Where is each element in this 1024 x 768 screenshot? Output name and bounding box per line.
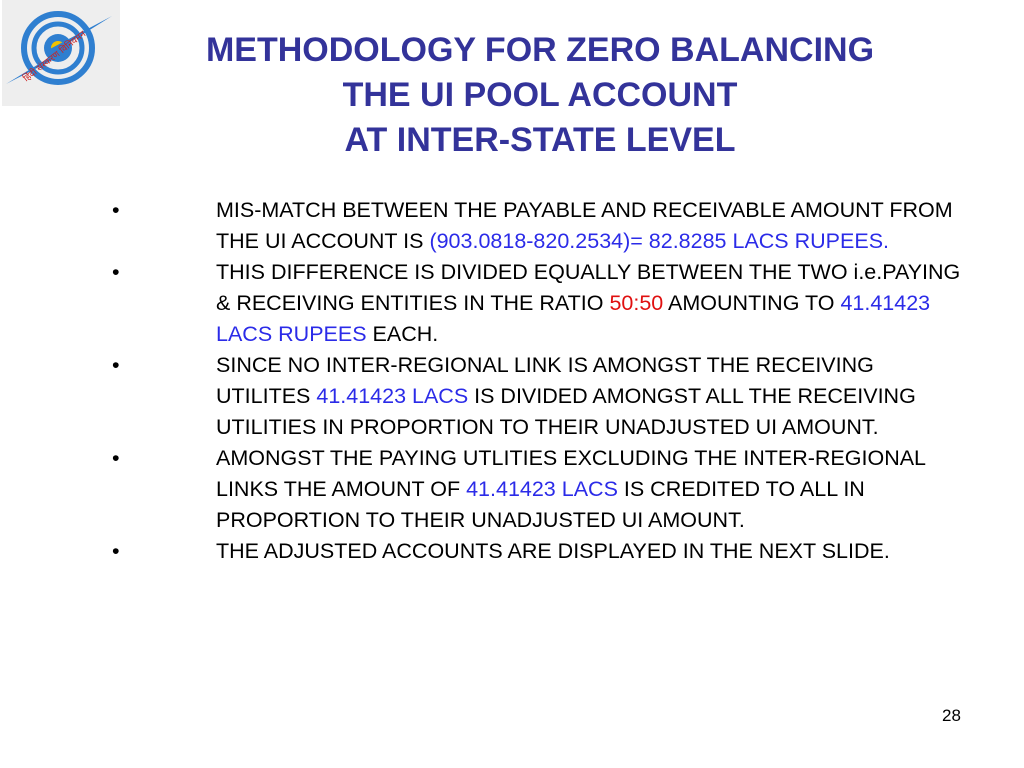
bullet-marker: • [112,260,120,284]
bullet-ratio: 50:50 [609,291,664,315]
bullet-marker: • [112,539,120,563]
slide-title [130,28,950,163]
bullet-item [110,350,970,443]
bullet-marker: • [112,198,120,222]
bullet-item [110,536,970,567]
bullet-text: IS DIVIDED AMONGST ALL THE RECEIVING UTILITIES IN PROPORTION TO THEIR UNADJUSTED UI AMOUNT. [216,384,916,439]
company-logo [2,0,120,106]
title-line-3: AT INTER-STATE LEVEL [344,121,736,159]
bullet-text: MIS-MATCH BETWEEN THE PAYABLE AND RECEIVABLE AMOUNT FROM THE UI ACCOUNT IS [216,198,953,253]
bullet-text: THE ADJUSTED ACCOUNTS ARE DISPLAYED IN THE NEXT SLIDE. [216,539,890,563]
bullet-item [110,257,970,350]
bullet-text: AMOUNTING TO [663,291,841,315]
logo-caption: हिंदी संस्करण विनियमन [21,28,88,84]
bullet-highlight: 41.41423 LACS RUPEES [216,291,931,346]
title-line-2: THE UI POOL ACCOUNT [342,76,738,114]
bullet-item [110,195,970,257]
bullet-text: THIS DIFFERENCE IS DIVIDED EQUALLY BETWEEN THE TWO i.e.PAYING & RECEIVING ENTITIES IN THE RATIO [216,260,961,315]
bullet-marker: • [112,446,120,470]
bullet-highlight: 41.41423 LACS [316,384,469,408]
bullet-list [110,195,970,567]
title-line-1: METHODOLOGY FOR ZERO BALANCING [205,31,875,69]
bullet-text: AMONGST THE PAYING UTLITIES EXCLUDING THE INTER-REGIONAL LINKS THE AMOUNT OF [216,446,926,501]
bullet-item [110,443,970,536]
page-number: 28 [942,706,961,725]
bullet-text: SINCE NO INTER-REGIONAL LINK IS AMONGST THE RECEIVING UTILITES [216,353,874,408]
bullet-text: IS CREDITED TO ALL IN PROPORTION TO THEIR UNADJUSTED UI AMOUNT. [216,477,865,532]
bullet-text: EACH. [366,322,439,346]
bullet-marker: • [112,353,120,377]
bullet-highlight: 41.41423 LACS [466,477,618,501]
bullet-highlight: (903.0818-820.2534)= 82.8285 LACS RUPEES. [429,229,890,253]
